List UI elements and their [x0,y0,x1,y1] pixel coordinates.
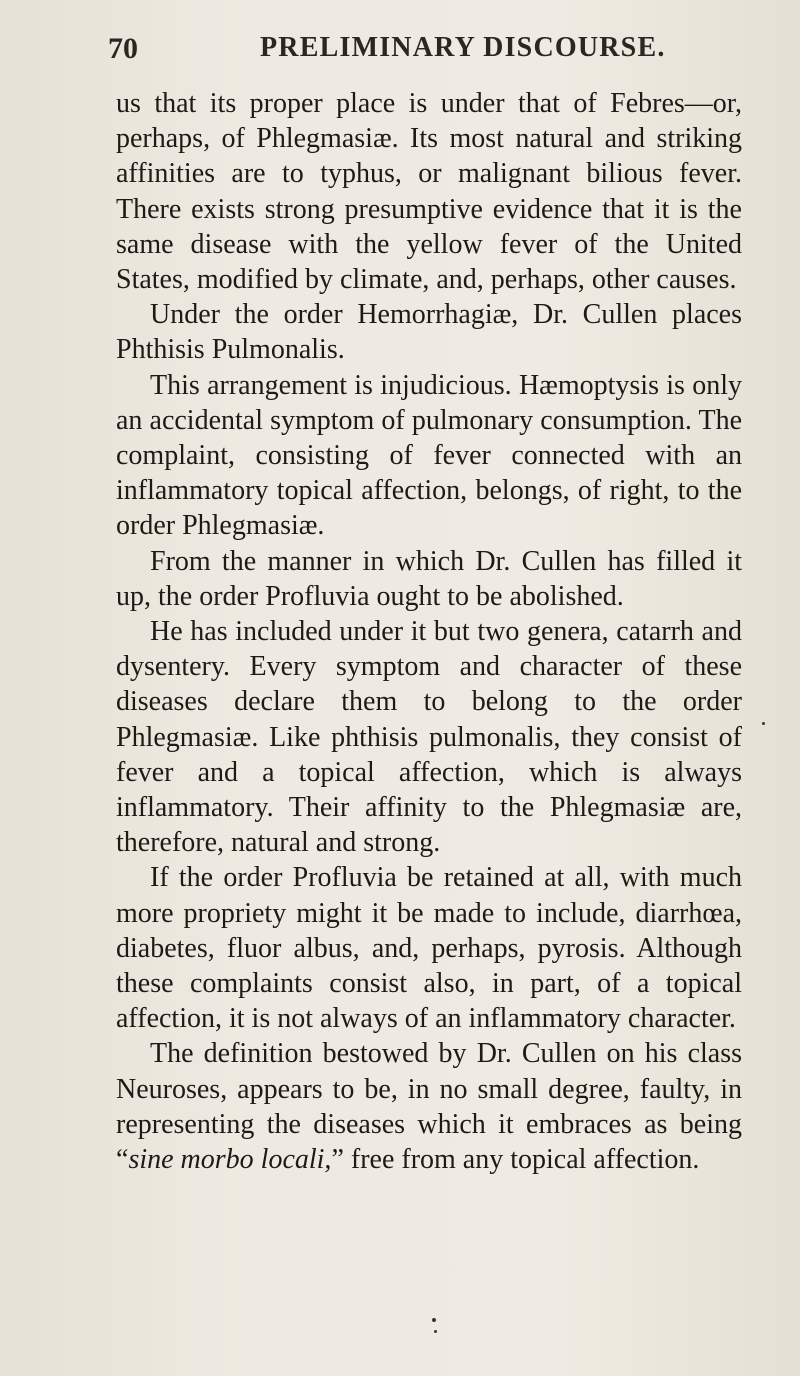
page-header [108,28,728,68]
paragraph: He has included under it but two genera, catarrh and dysentery. Every symptom and character of these diseases declare them to belong to the order Phlegmasiæ. Like phthisis pulmonalis, they consist of fever and a topical affection, which is always inflammatory. Their affinity to the Phlegmasiæ are, therefore, natural and strong. [116,616,742,859]
ink-speck [762,722,765,725]
latin-phrase: sine morbo locali, [128,1144,332,1176]
ink-speck [434,1330,437,1333]
running-head: PRELIMINARY DISCOURSE. [260,32,666,63]
paragraph: From the manner in which Dr. Cullen has filled it up, the order Profluvia ought to be abolished. [116,545,742,612]
ink-speck [432,1318,436,1322]
body-text [116,86,742,1177]
paragraph: This arrangement is injudicious. Hæmoptysis is only an accidental symptom of pulmonary consumption. The complaint, consisting of fever connected with an inflammatory topical affection, belongs, of right, to the order Phlegmasiæ. [116,369,742,542]
paragraph-last-text: The definition bestowed by Dr. Cullen on his class Neuroses, appears to be, in no small degree, faulty, in representing the diseases which it embraces as being [116,1038,742,1140]
page-number: 70 [108,32,138,65]
quote-open-mark: “ [116,1144,129,1176]
paragraph: If the order Profluvia be retained at all, with much more propriety might it be made to include, diarrhœa, diabetes, fluor albus, and, perhaps, pyrosis. Although these complaints consist also, in part, of a topical affection, it is not always of an inflammatory character. [116,862,742,1035]
paragraph: Under the order Hemorrhagiæ, Dr. Cullen places Phthisis Pulmonalis. [116,299,742,366]
paragraph-last [116,1036,742,1177]
paragraph-last-tail: free from any topical affection. [343,1144,700,1176]
quote-close-mark: ” [331,1144,344,1176]
paragraph-continued: us that its proper place is under that of Febres—or, perhaps, of Phlegmasiæ. Its most natural and striking affinities are to typhus, or malignant bilious fever. There exists strong presumptive evidence that it is the same disease with the yellow fever of the United States, modified by climate, and, perhaps, other causes. [116,88,742,296]
